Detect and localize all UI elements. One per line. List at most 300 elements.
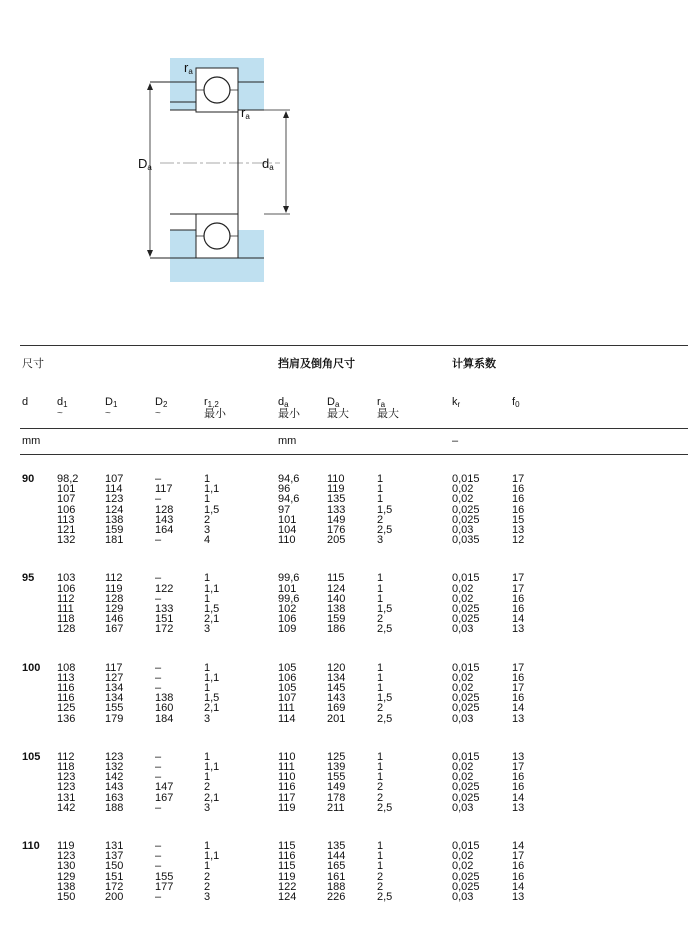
table-cell: 2,5 [377, 801, 393, 814]
table-cell: 1,5 [377, 603, 393, 615]
table-cell: 149 [327, 781, 346, 794]
table-cell: 0,025 [452, 513, 480, 526]
table-cell: 1 [204, 860, 211, 873]
table-cell: 16 [512, 860, 525, 873]
table-cell: – [155, 534, 162, 547]
table-cell: 2,1 [204, 613, 220, 626]
table-cell: 102 [278, 603, 297, 615]
table-cell: 1 [377, 750, 384, 763]
table-cell: 0,02 [452, 493, 474, 506]
table-cell: 94,6 [278, 493, 300, 506]
table-cell: 138 [105, 513, 124, 526]
table-cell: 1 [377, 671, 384, 684]
table-cell: 128 [155, 503, 174, 516]
table-cell: 107 [278, 692, 297, 705]
table-cell: 101 [57, 483, 76, 496]
table-cell: 132 [105, 761, 124, 773]
table-cell: 3 [204, 801, 211, 814]
table-cell: 119 [278, 801, 296, 814]
table-cell: 110 [278, 771, 296, 784]
table-cell: 110 [278, 750, 296, 763]
table-cell: 1 [377, 572, 384, 585]
table-cell: 138 [327, 603, 346, 615]
table-cell: 1 [377, 493, 384, 506]
table-cell: 104 [278, 524, 297, 536]
table-cell: 155 [155, 870, 174, 883]
table-cell: 143 [155, 513, 174, 526]
table-cell: 120 [327, 661, 346, 674]
table-cell: 1 [377, 483, 384, 496]
table-cell: 14 [512, 613, 525, 626]
table-cell: 0,025 [452, 603, 480, 615]
table-cell: 17 [512, 850, 525, 863]
table-cell: 147 [155, 781, 174, 794]
table-cell: 3 [204, 712, 211, 725]
table-cell: 1 [377, 682, 384, 694]
table-cell: 133 [327, 503, 346, 516]
table-cell: 0,025 [452, 613, 480, 626]
table-cell: 136 [57, 712, 76, 725]
table-cell: 186 [327, 623, 346, 636]
table-cell: 142 [105, 771, 124, 784]
table-cell: 107 [57, 493, 76, 506]
table-cell: 114 [105, 483, 123, 496]
table-cell: 128 [105, 592, 124, 605]
table-cell: 115 [327, 572, 345, 585]
table-cell: 0,025 [452, 692, 480, 705]
table-cell: 119 [105, 582, 123, 595]
table-cell: 1 [377, 860, 384, 873]
table-cell: 125 [327, 750, 346, 763]
table-cell: 116 [278, 781, 296, 794]
table-cell: 2,5 [377, 524, 393, 536]
table-cell: 2 [377, 613, 384, 626]
table-cell: 1,5 [377, 503, 393, 516]
table-cell: 143 [105, 781, 124, 794]
table-cell: 133 [155, 603, 174, 615]
table-cell: 211 [327, 801, 345, 814]
table-cell: 0,03 [452, 524, 474, 536]
table-cell: 176 [327, 524, 346, 536]
unit-abutment: mm [278, 435, 297, 447]
table-cell: 117 [278, 791, 296, 804]
table-cell: 96 [278, 483, 291, 496]
table-cell: 116 [278, 850, 296, 863]
table-cell: 123 [105, 493, 124, 506]
table-cell: 124 [327, 582, 346, 595]
table-cell: 17 [512, 682, 525, 694]
col-header-kr: $k_r$ [452, 396, 461, 409]
table-cell: 139 [327, 761, 346, 773]
table-cell: 3 [204, 891, 211, 903]
bore-size-90: 90 [22, 473, 35, 485]
table-cell: 0,015 [452, 840, 480, 852]
table-cell: – [155, 761, 162, 773]
col-header-f0: $f_0$ [512, 396, 520, 409]
table-cell: 0,02 [452, 761, 474, 773]
table-cell: 13 [512, 801, 525, 814]
table-cell: 116 [57, 682, 75, 694]
table-cell: 2,5 [377, 623, 393, 636]
table-cell: 111 [278, 702, 295, 715]
table-cell: 181 [105, 534, 124, 547]
table-cell: 0,02 [452, 850, 474, 863]
table-cell: 14 [512, 702, 525, 715]
table-cell: 200 [105, 891, 124, 903]
table-cell: 138 [57, 880, 76, 893]
table-cell: 1 [204, 771, 211, 784]
table-cell: 16 [512, 483, 525, 496]
table-cell: 4 [204, 534, 211, 547]
table-cell: 1,1 [204, 761, 220, 773]
table-cell: 1,1 [204, 483, 220, 496]
table-cell: 105 [278, 682, 297, 694]
table-cell: 160 [155, 702, 174, 715]
table-cell: 179 [105, 712, 124, 725]
table-cell: – [155, 750, 162, 763]
table-cell: 145 [327, 682, 346, 694]
table-cell: 99,6 [278, 592, 300, 605]
table-cell: 1 [204, 592, 211, 605]
table-cell: 15 [512, 513, 525, 526]
table-cell: 151 [155, 613, 174, 626]
table-cell: 1,5 [377, 692, 393, 705]
table-cell: 14 [512, 880, 525, 893]
table-cell: 3 [204, 524, 211, 536]
table-cell: 2 [377, 880, 384, 893]
table-cell: 123 [57, 781, 76, 794]
table-cell: 3 [377, 534, 384, 547]
table-cell: 98,2 [57, 473, 79, 485]
table-cell: 0,03 [452, 801, 474, 814]
table-cell: 1 [377, 473, 384, 485]
table-cell: – [155, 891, 162, 903]
col-header-d: d [22, 396, 29, 408]
col-header-da: $d_a$ 最小 [278, 396, 300, 420]
table-cell: 113 [57, 513, 75, 526]
table-cell: 0,03 [452, 891, 474, 903]
table-cell: 117 [155, 483, 173, 496]
label-Da: $D_a$ [138, 156, 152, 172]
units-top-rule [20, 428, 688, 429]
table-cell: 119 [278, 870, 296, 883]
table-cell: 117 [105, 661, 123, 674]
table-cell: 115 [278, 840, 296, 852]
table-cell: 226 [327, 891, 346, 903]
group-factors-title: 计算系数 [452, 357, 496, 370]
table-cell: – [155, 801, 162, 814]
table-cell: 150 [105, 860, 124, 873]
table-cell: 112 [57, 592, 75, 605]
table-cell: 16 [512, 503, 525, 516]
table-cell: 16 [512, 870, 525, 883]
table-cell: 112 [57, 750, 75, 763]
bore-size-95: 95 [22, 572, 35, 585]
table-cell: 131 [105, 840, 124, 852]
table-cell: 2 [204, 880, 211, 893]
table-cell: 2,1 [204, 791, 220, 804]
table-cell: 2 [204, 781, 211, 794]
table-cell: 134 [327, 671, 346, 684]
table-cell: 167 [155, 791, 174, 804]
table-cell: 1,5 [204, 503, 220, 516]
table-cell: 13 [512, 623, 525, 636]
table-cell: 110 [278, 534, 296, 547]
table-cell: 115 [278, 860, 296, 873]
table-cell: 123 [105, 750, 124, 763]
table-cell: 1,1 [204, 850, 220, 863]
table-cell: 99,6 [278, 572, 300, 585]
unit-size: mm [22, 435, 41, 447]
table-cell: 0,025 [452, 870, 480, 883]
table-cell: 1 [204, 473, 211, 485]
table-cell: 129 [105, 603, 124, 615]
table-cell: 0,02 [452, 860, 474, 873]
table-cell: 0,015 [452, 572, 480, 585]
table-cell: 101 [278, 513, 297, 526]
table-cell: 107 [105, 473, 124, 485]
table-cell: 121 [57, 524, 76, 536]
table-cell: 178 [327, 791, 346, 804]
table-cell: 134 [105, 692, 124, 705]
table-cell: 134 [105, 682, 124, 694]
table-cell: 123 [57, 850, 76, 863]
table-cell: 0,015 [452, 473, 480, 485]
table-cell: 0,015 [452, 661, 480, 674]
table-cell: 167 [105, 623, 124, 636]
table-cell: – [155, 840, 162, 852]
table-cell: 164 [155, 524, 174, 536]
group-abutment-title: 挡肩及倒角尺寸 [278, 357, 355, 370]
table-cell: 1,5 [204, 603, 220, 615]
table-cell: 16 [512, 671, 525, 684]
table-cell: 110 [327, 473, 345, 485]
table-cell: – [155, 860, 162, 873]
label-da: $d_a$ [262, 156, 274, 172]
table-cell: 132 [57, 534, 76, 547]
bore-size-100: 100 [22, 661, 41, 674]
table-cell: 14 [512, 840, 525, 852]
table-cell: 12 [512, 534, 525, 547]
table-cell: 116 [57, 692, 75, 705]
table-cell: 137 [105, 850, 124, 863]
table-cell: 0,035 [452, 534, 480, 547]
table-cell: 188 [327, 880, 346, 893]
table-cell: 150 [57, 891, 76, 903]
table-cell: 163 [105, 791, 124, 804]
col-header-d1: $d_1$ ~ [57, 396, 68, 419]
table-cell: 135 [327, 493, 346, 506]
table-cell: 1 [204, 840, 211, 852]
table-cell: – [155, 592, 162, 605]
table-cell: 1 [204, 493, 211, 506]
table-cell: 17 [512, 473, 525, 485]
bore-size-105: 105 [22, 750, 41, 763]
table-cell: 119 [327, 483, 345, 496]
table-cell: 0,025 [452, 791, 480, 804]
table-cell: 149 [327, 513, 346, 526]
table-cell: 13 [512, 524, 525, 536]
table-cell: 0,03 [452, 712, 474, 725]
table-cell: 114 [278, 712, 296, 725]
table-cell: 155 [327, 771, 346, 784]
table-cell: 2,5 [377, 891, 393, 903]
table-cell: 14 [512, 791, 525, 804]
col-header-D1: $D_1$ ~ [105, 396, 118, 419]
table-top-rule [20, 345, 688, 346]
table-cell: 124 [105, 503, 124, 516]
table-cell: 0,025 [452, 503, 480, 516]
table-cell: 1 [377, 761, 384, 773]
table-cell: 108 [57, 661, 76, 674]
table-cell: 17 [512, 572, 525, 585]
table-cell: 1,1 [204, 671, 220, 684]
table-cell: 172 [105, 880, 124, 893]
table-cell: – [155, 572, 162, 585]
table-cell: – [155, 771, 162, 784]
table-cell: 188 [105, 801, 124, 814]
table-cell: 0,02 [452, 682, 474, 694]
table-cell: 1 [377, 850, 384, 863]
table-cell: 2 [377, 781, 384, 794]
table-cell: 0,02 [452, 771, 474, 784]
table-cell: 169 [327, 702, 346, 715]
label-ra-top: $r_a$ [184, 60, 193, 76]
table-cell: 16 [512, 692, 525, 705]
table-cell: 184 [155, 712, 174, 725]
label-ra-mid: $r_a$ [241, 105, 250, 121]
table-cell: 3 [204, 623, 211, 636]
table-cell: 172 [155, 623, 174, 636]
table-cell: 94,6 [278, 473, 300, 485]
table-cell: 0,02 [452, 671, 474, 684]
table-cell: 2 [377, 870, 384, 883]
table-cell: 118 [57, 613, 75, 626]
col-header-ra: $r_a$ 最大 [377, 396, 399, 420]
table-cell: 140 [327, 592, 346, 605]
table-cell: 16 [512, 592, 525, 605]
units-bottom-rule [20, 454, 688, 455]
table-cell: 97 [278, 503, 291, 516]
table-cell: 119 [57, 840, 75, 852]
table-cell: 13 [512, 712, 525, 725]
table-cell: 205 [327, 534, 346, 547]
table-cell: 106 [278, 671, 297, 684]
table-cell: 0,025 [452, 702, 480, 715]
table-cell: 127 [105, 671, 124, 684]
table-cell: 16 [512, 771, 525, 784]
table-cell: 201 [327, 712, 346, 725]
col-header-r12: $r_{1,2}$ 最小 [204, 396, 226, 420]
table-cell: 13 [512, 891, 525, 903]
table-cell: 106 [57, 582, 76, 595]
table-cell: 111 [57, 603, 74, 615]
table-cell: – [155, 661, 162, 674]
table-cell: 129 [57, 870, 76, 883]
table-cell: 1 [377, 771, 384, 784]
table-cell: 106 [278, 613, 297, 626]
table-cell: 118 [57, 761, 75, 773]
table-cell: 1 [204, 572, 211, 585]
table-cell: 1 [377, 592, 384, 605]
table-cell: 17 [512, 761, 525, 773]
table-cell: 159 [327, 613, 346, 626]
table-cell: 1 [377, 582, 384, 595]
table-cell: 161 [327, 870, 346, 883]
table-cell: 112 [105, 572, 123, 585]
table-cell: 135 [327, 840, 346, 852]
table-cell: 2 [377, 513, 384, 526]
table-cell: 144 [327, 850, 346, 863]
table-cell: 146 [105, 613, 124, 626]
table-cell: 103 [57, 572, 76, 585]
table-cell: 0,015 [452, 750, 480, 763]
table-cell: 0,02 [452, 483, 474, 496]
table-cell: 16 [512, 781, 525, 794]
table-cell: 131 [57, 791, 76, 804]
table-cell: 138 [155, 692, 174, 705]
table-cell: 16 [512, 603, 525, 615]
table-cell: 1 [204, 750, 211, 763]
unit-factors: – [452, 435, 459, 447]
table-cell: 142 [57, 801, 76, 814]
table-cell: 1,1 [204, 582, 220, 595]
table-cell: 143 [327, 692, 346, 705]
table-cell: 159 [105, 524, 124, 536]
table-cell: 101 [278, 582, 297, 595]
table-cell: – [155, 850, 162, 863]
table-cell: – [155, 473, 162, 485]
table-cell: 16 [512, 493, 525, 506]
table-cell: 2 [204, 870, 211, 883]
group-size-title: 尺寸 [22, 357, 44, 370]
table-cell: 124 [278, 891, 297, 903]
table-cell: 1 [377, 840, 384, 852]
table-cell: 0,03 [452, 623, 474, 636]
table-cell: – [155, 682, 162, 694]
table-cell: 13 [512, 750, 525, 763]
table-cell: – [155, 671, 162, 684]
col-header-D2: $D_2$ ~ [155, 396, 168, 419]
table-cell: 2,5 [377, 712, 393, 725]
table-cell: 109 [278, 623, 297, 636]
table-cell: 17 [512, 661, 525, 674]
table-cell: 1 [204, 682, 211, 694]
table-cell: 1 [377, 661, 384, 674]
bore-size-110: 110 [22, 840, 40, 852]
table-cell: 113 [57, 671, 75, 684]
col-header-Da: $D_a$ 最大 [327, 396, 349, 420]
table-cell: 0,025 [452, 781, 480, 794]
table-cell: 155 [105, 702, 124, 715]
table-cell: 123 [57, 771, 76, 784]
table-cell: 128 [57, 623, 76, 636]
table-cell: 0,025 [452, 880, 480, 893]
table-cell: 151 [105, 870, 124, 883]
table-cell: 165 [327, 860, 346, 873]
table-cell: 122 [278, 880, 297, 893]
table-cell: 17 [512, 582, 525, 595]
table-cell: 2 [204, 513, 211, 526]
table-cell: 130 [57, 860, 76, 873]
table-cell: – [155, 493, 162, 506]
table-cell: 105 [278, 661, 297, 674]
table-cell: 2,1 [204, 702, 220, 715]
table-cell: 106 [57, 503, 76, 516]
table-cell: 0,02 [452, 582, 474, 595]
table-cell: 0,02 [452, 592, 474, 605]
table-cell: 1,5 [204, 692, 220, 705]
